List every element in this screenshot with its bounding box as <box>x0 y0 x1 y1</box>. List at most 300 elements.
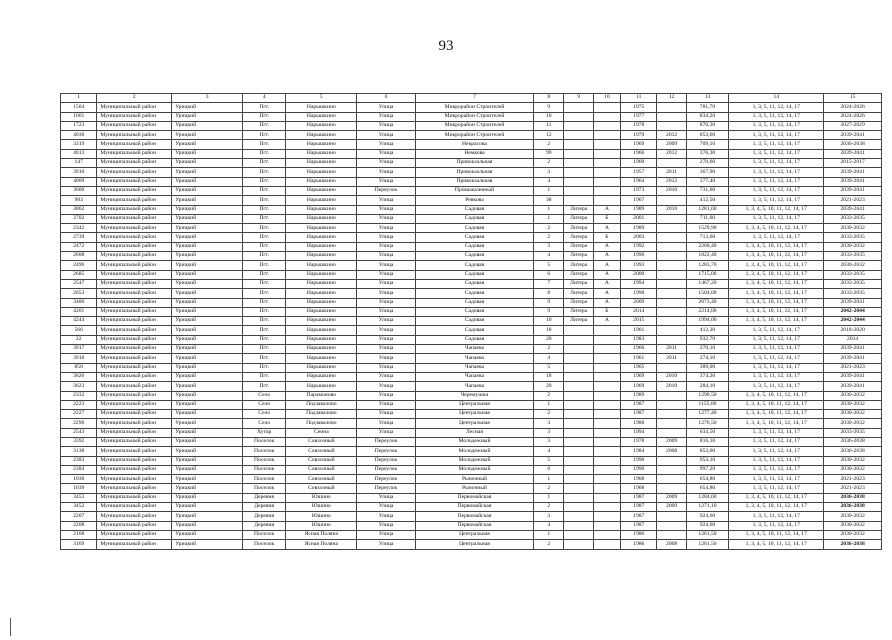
cell-year-renovated: 2010 <box>657 372 686 381</box>
cell-settlement-type: Поселок <box>242 456 285 465</box>
cell-settlement-type: Пгт. <box>242 233 285 242</box>
cell-year-built: 1996 <box>621 252 657 261</box>
cell-year-built: 1960 <box>621 159 657 168</box>
table-row <box>61 307 882 316</box>
cell-street: Рыночный <box>415 475 533 484</box>
cell-settlement: Нарышкино <box>286 307 357 316</box>
cell-municipal-type: Муниципальный район <box>97 307 172 316</box>
cell-street: Чапаева <box>415 354 533 363</box>
cell-year-renovated <box>657 410 686 419</box>
header-col-9: 9 <box>564 94 593 103</box>
cell-settlement-type: Пгт. <box>242 121 285 130</box>
cell-works-list: 1, 3, 4, 5, 10, 11, 12, 14, 17 <box>729 298 824 307</box>
cell-street-type: Переулок <box>357 465 416 474</box>
cell-period: 2021-2023 <box>824 475 882 484</box>
cell-settlement: Нарышкино <box>286 131 357 140</box>
cell-year-built: 2014 <box>621 307 657 316</box>
table-row <box>61 530 882 539</box>
cell-settlement: Подзавалово <box>286 400 357 409</box>
cell-settlement-type: Пгт. <box>242 382 285 391</box>
cell-letter <box>593 354 620 363</box>
cell-year-renovated <box>657 103 686 112</box>
cell-settlement: Нарышкино <box>286 205 357 214</box>
cell-street: Садовая <box>415 307 533 316</box>
table-row <box>61 456 882 465</box>
cell-street: Лесная <box>415 428 533 437</box>
table-row <box>61 214 882 223</box>
cell-district: Урицкий <box>172 307 243 316</box>
cell-works-list: 1, 3, 5, 11, 12, 14, 17 <box>729 159 824 168</box>
cell-municipal-type: Муниципальный район <box>97 177 172 186</box>
cell-street-type: Улица <box>357 196 416 205</box>
cell-building-type: Литера <box>564 224 593 233</box>
cell-building-type <box>564 335 593 344</box>
cell-street-type: Улица <box>357 345 416 354</box>
cell-building-type <box>564 410 593 419</box>
cell-street-type: Улица <box>357 540 416 549</box>
cell-id: 4013 <box>61 149 97 158</box>
cell-year-built: 1990 <box>621 465 657 474</box>
cell-street: Первомайская <box>415 521 533 530</box>
cell-street-type: Улица <box>357 354 416 363</box>
cell-municipal-type: Муниципальный район <box>97 493 172 502</box>
cell-settlement-type: Пгт. <box>242 205 285 214</box>
table-row <box>61 233 882 242</box>
cell-district: Урицкий <box>172 326 243 335</box>
cell-year-built: 1979 <box>621 131 657 140</box>
table-row <box>61 252 882 261</box>
cell-year-renovated <box>657 214 686 223</box>
cell-year-built: 1964 <box>621 177 657 186</box>
cell-works-list: 1, 3, 5, 11, 12, 14, 17 <box>729 484 824 493</box>
cell-settlement: Подзавалово <box>286 419 357 428</box>
cell-period: 2039-2041 <box>824 149 882 158</box>
cell-letter <box>593 484 620 493</box>
cell-id: 1039 <box>61 484 97 493</box>
cell-id: 1038 <box>61 475 97 484</box>
cell-house-number: 5 <box>534 261 564 270</box>
cell-period: 2039-2041 <box>824 298 882 307</box>
cell-period: 2030-2032 <box>824 261 882 270</box>
cell-building-type: Литера <box>564 205 593 214</box>
cell-house-number: 2 <box>534 233 564 242</box>
table-row <box>61 149 882 158</box>
cell-year-renovated <box>657 530 686 539</box>
cell-works-list: 1, 3, 5, 11, 12, 14, 17 <box>729 521 824 530</box>
cell-period: 2033-2035 <box>824 428 882 437</box>
cell-street: Привокзальная <box>415 159 533 168</box>
cell-settlement-type: Поселок <box>242 465 285 474</box>
cell-building-type: Литера <box>564 279 593 288</box>
table-row <box>61 261 882 270</box>
cell-works-list: 1, 3, 4, 5, 10, 11, 12, 14, 17 <box>729 410 824 419</box>
cell-settlement-type: Пгт. <box>242 214 285 223</box>
cell-street: Садовая <box>415 317 533 326</box>
cell-year-renovated <box>657 270 686 279</box>
cell-settlement: Нарышкино <box>286 140 357 149</box>
table-row <box>61 363 882 372</box>
cell-district: Урицкий <box>172 121 243 130</box>
cell-year-built: 1986 <box>621 530 657 539</box>
cell-id: 1723 <box>61 121 97 130</box>
cell-street: Черемушки <box>415 391 533 400</box>
table-row <box>61 475 882 484</box>
cell-municipal-type: Муниципальный район <box>97 484 172 493</box>
cell-letter: А <box>593 252 620 261</box>
cell-settlement: Парамоново <box>286 391 357 400</box>
cell-works-list: 1, 3, 4, 5, 10, 11, 12, 14, 17 <box>729 503 824 512</box>
cell-settlement-type: Пгт. <box>242 307 285 316</box>
cell-letter <box>593 103 620 112</box>
cell-settlement-type: Пгт. <box>242 103 285 112</box>
cell-street: Молодежный <box>415 437 533 446</box>
cell-street-type: Улица <box>357 121 416 130</box>
cell-year-built: 1969 <box>621 140 657 149</box>
table-row <box>61 493 882 502</box>
cell-year-renovated: 2009 <box>657 140 686 149</box>
cell-year-built: 1969 <box>621 372 657 381</box>
cell-year-renovated: 2010 <box>657 382 686 391</box>
cell-works-list: 1, 3, 5, 11, 12, 14, 17 <box>729 345 824 354</box>
cell-letter <box>593 447 620 456</box>
cell-works-list: 1, 3, 4, 5, 10, 11, 12, 14, 17 <box>729 242 824 251</box>
cell-street: Садовая <box>415 270 533 279</box>
cell-settlement: Юшино <box>286 503 357 512</box>
cell-year-renovated: 2012 <box>657 131 686 140</box>
header-col-10: 10 <box>593 94 620 103</box>
cell-year-built: 1983 <box>621 335 657 344</box>
cell-year-renovated <box>657 326 686 335</box>
cell-period: 2033-2035 <box>824 252 882 261</box>
cell-house-number: 9 <box>534 103 564 112</box>
cell-id: 3626 <box>61 372 97 381</box>
cell-settlement-type: Пгт. <box>242 131 285 140</box>
header-col-8: 8 <box>534 94 564 103</box>
cell-id: 4201 <box>61 307 97 316</box>
cell-municipal-type: Муниципальный район <box>97 103 172 112</box>
cell-id: 2472 <box>61 242 97 251</box>
cell-letter <box>593 400 620 409</box>
cell-year-built: 1987 <box>621 503 657 512</box>
cell-settlement: Нарышкино <box>286 326 357 335</box>
cell-house-number: 5 <box>534 456 564 465</box>
cell-settlement: Юшино <box>286 493 357 502</box>
cell-works-list: 1, 3, 4, 5, 10, 11, 12, 14, 17 <box>729 391 824 400</box>
cell-settlement-type: Поселок <box>242 475 285 484</box>
cell-municipal-type: Муниципальный район <box>97 205 172 214</box>
cell-municipal-type: Муниципальный район <box>97 233 172 242</box>
cell-works-list: 1, 3, 5, 11, 12, 14, 17 <box>729 382 824 391</box>
cell-settlement: Нарышкино <box>286 159 357 168</box>
cell-settlement: Нарышкино <box>286 214 357 223</box>
cell-street: Привокзальная <box>415 177 533 186</box>
cell-area: 2073,40 <box>686 298 728 307</box>
cell-period: 2039-2041 <box>824 354 882 363</box>
cell-municipal-type: Муниципальный район <box>97 540 172 549</box>
cell-street: Садовая <box>415 233 533 242</box>
cell-house-number: 1 <box>534 214 564 223</box>
cell-settlement-type: Поселок <box>242 540 285 549</box>
cell-year-built: 2015 <box>621 317 657 326</box>
cell-municipal-type: Муниципальный район <box>97 447 172 456</box>
cell-period: 2039-2041 <box>824 168 882 177</box>
cell-area: 274,10 <box>686 354 728 363</box>
cell-settlement-type: Поселок <box>242 484 285 493</box>
cell-street-type: Улица <box>357 112 416 121</box>
cell-street: Садовая <box>415 252 533 261</box>
cell-district: Урицкий <box>172 540 243 549</box>
cell-building-type <box>564 131 593 140</box>
cell-district: Урицкий <box>172 456 243 465</box>
cell-district: Урицкий <box>172 372 243 381</box>
cell-building-type <box>564 196 593 205</box>
cell-district: Урицкий <box>172 205 243 214</box>
cell-works-list: 1, 3, 5, 11, 12, 14, 17 <box>729 326 824 335</box>
cell-house-number: 2 <box>534 345 564 354</box>
cell-settlement: Нарышкино <box>286 270 357 279</box>
cell-works-list: 1, 3, 5, 11, 12, 14, 17 <box>729 112 824 121</box>
cell-street: Садовая <box>415 261 533 270</box>
cell-year-renovated <box>657 428 686 437</box>
cell-letter <box>593 465 620 474</box>
cell-street-type: Улица <box>357 289 416 298</box>
table-row <box>61 447 882 456</box>
cell-settlement: Нарышкино <box>286 196 357 205</box>
cell-letter <box>593 140 620 149</box>
cell-street-type: Улица <box>357 419 416 428</box>
table-row <box>61 205 882 214</box>
cell-id: 2383 <box>61 456 97 465</box>
cell-year-built: 1965 <box>621 363 657 372</box>
cell-works-list: 1, 3, 5, 11, 12, 14, 17 <box>729 140 824 149</box>
cell-letter: А <box>593 270 620 279</box>
cell-area: 367,90 <box>686 168 728 177</box>
cell-street-type: Улица <box>357 326 416 335</box>
cell-period: 2030-2032 <box>824 512 882 521</box>
cell-works-list: 1, 3, 5, 11, 12, 14, 17 <box>729 372 824 381</box>
cell-street-type: Улица <box>357 400 416 409</box>
cell-year-built: 1992 <box>621 242 657 251</box>
table-row <box>61 382 882 391</box>
cell-settlement-type: Село <box>242 410 285 419</box>
cell-house-number: 2 <box>534 159 564 168</box>
cell-street-type: Улица <box>357 205 416 214</box>
table-row <box>61 168 882 177</box>
cell-street-type: Улица <box>357 279 416 288</box>
cell-id: 3918 <box>61 354 97 363</box>
cell-year-renovated <box>657 335 686 344</box>
cell-building-type <box>564 475 593 484</box>
cell-letter <box>593 168 620 177</box>
cell-area: 376,30 <box>686 149 728 158</box>
table-row <box>61 410 882 419</box>
header-col-1: 1 <box>61 94 97 103</box>
cell-building-type <box>564 530 593 539</box>
cell-settlement-type: Пгт. <box>242 159 285 168</box>
cell-letter <box>593 149 620 158</box>
cell-period: 2036-2038 <box>824 140 882 149</box>
cell-street-type: Улица <box>357 159 416 168</box>
cell-year-built: 2000 <box>621 270 657 279</box>
cell-period: 2033-2035 <box>824 214 882 223</box>
table-row <box>61 484 882 493</box>
cell-id: 4038 <box>61 131 97 140</box>
cell-street: Рыночный <box>415 484 533 493</box>
cell-street: Садовая <box>415 289 533 298</box>
cell-street-type: Улица <box>357 131 416 140</box>
cell-area: 924,60 <box>686 512 728 521</box>
cell-period: 2030-2032 <box>824 530 882 539</box>
table-row <box>61 465 882 474</box>
cell-street-type: Улица <box>357 493 416 502</box>
cell-area: 1467,20 <box>686 279 728 288</box>
cell-house-number: 20 <box>534 382 564 391</box>
cell-year-renovated <box>657 521 686 530</box>
cell-area: 2260,40 <box>686 242 728 251</box>
cell-works-list: 1, 3, 5, 11, 12, 14, 17 <box>729 447 824 456</box>
cell-building-type <box>564 159 593 168</box>
cell-district: Урицкий <box>172 177 243 186</box>
cell-district: Урицкий <box>172 186 243 195</box>
cell-year-renovated: 2011 <box>657 168 686 177</box>
cell-district: Урицкий <box>172 503 243 512</box>
cell-letter: Б <box>593 233 620 242</box>
cell-street-type: Улица <box>357 391 416 400</box>
cell-settlement-type: Поселок <box>242 447 285 456</box>
cell-district: Урицкий <box>172 317 243 326</box>
cell-street-type: Улица <box>357 252 416 261</box>
cell-period: 2030-2032 <box>824 410 882 419</box>
cell-settlement: Нарышкино <box>286 242 357 251</box>
cell-id: 3862 <box>61 205 97 214</box>
cell-period: 2030-2032 <box>824 400 882 409</box>
cell-building-type <box>564 391 593 400</box>
cell-house-number: 20 <box>534 335 564 344</box>
cell-area: 1994,00 <box>686 317 728 326</box>
cell-settlement: Ясная Поляна <box>286 530 357 539</box>
cell-street-type: Переулок <box>357 186 416 195</box>
cell-year-renovated: 2010 <box>657 186 686 195</box>
cell-year-built: 1987 <box>621 512 657 521</box>
cell-id: 2685 <box>61 270 97 279</box>
cell-year-built: 1977 <box>621 112 657 121</box>
cell-id: 2653 <box>61 289 97 298</box>
cell-works-list: 1, 3, 5, 11, 12, 14, 17 <box>729 428 824 437</box>
cell-year-renovated: 2011 <box>657 354 686 363</box>
cell-building-type <box>564 326 593 335</box>
cell-settlement: Нарышкино <box>286 372 357 381</box>
cell-year-built: 1978 <box>621 437 657 446</box>
table-row <box>61 242 882 251</box>
cell-house-number: 3 <box>534 168 564 177</box>
cell-settlement-type: Пгт. <box>242 140 285 149</box>
table-row <box>61 503 882 512</box>
cell-building-type <box>564 372 593 381</box>
cell-year-built: 1998 <box>621 289 657 298</box>
cell-municipal-type: Муниципальный район <box>97 224 172 233</box>
cell-letter: А <box>593 298 620 307</box>
cell-works-list: 1, 3, 4, 5, 10, 11, 12, 14, 17 <box>729 317 824 326</box>
cell-settlement-type: Пгт. <box>242 270 285 279</box>
cell-letter <box>593 493 620 502</box>
cell-house-number: 3 <box>534 419 564 428</box>
cell-settlement-type: Пгт. <box>242 335 285 344</box>
header-col-7: 7 <box>415 94 533 103</box>
cell-period: 2030-2032 <box>824 465 882 474</box>
cell-municipal-type: Муниципальный район <box>97 382 172 391</box>
housing-register-table <box>60 93 882 550</box>
cell-settlement: Нарышкино <box>286 177 357 186</box>
cell-period: 2036-2038 <box>824 503 882 512</box>
cell-street: Садовая <box>415 326 533 335</box>
cell-settlement-type: Поселок <box>242 530 285 539</box>
cell-settlement: Сенна <box>286 428 357 437</box>
cell-settlement: Совхозный <box>286 456 357 465</box>
cell-area: 377,40 <box>686 177 728 186</box>
cell-street-type: Улица <box>357 363 416 372</box>
cell-area: 412,30 <box>686 326 728 335</box>
cell-period: 2030-2032 <box>824 521 882 530</box>
cell-letter <box>593 428 620 437</box>
cell-district: Урицкий <box>172 447 243 456</box>
cell-area: 932,70 <box>686 335 728 344</box>
cell-id: 3453 <box>61 493 97 502</box>
cell-area: 270,10 <box>686 345 728 354</box>
cell-house-number: 2 <box>534 484 564 493</box>
cell-house-number: 4 <box>534 354 564 363</box>
cell-letter <box>593 437 620 446</box>
cell-year-built: 1989 <box>621 391 657 400</box>
cell-street: Привокзальная <box>415 168 533 177</box>
cell-settlement-type: Пгт. <box>242 168 285 177</box>
cell-area: 834,20 <box>686 112 728 121</box>
cell-year-renovated: 2010 <box>657 205 686 214</box>
cell-street: Микрорайон Строителей <box>415 103 533 112</box>
cell-street: Садовая <box>415 279 533 288</box>
cell-house-number: 6 <box>534 465 564 474</box>
cell-works-list: 1, 3, 4, 5, 10, 11, 12, 14, 17 <box>729 419 824 428</box>
cell-id: 3319 <box>61 140 97 149</box>
cell-year-renovated: 2012 <box>657 177 686 186</box>
cell-year-renovated <box>657 196 686 205</box>
cell-building-type <box>564 419 593 428</box>
cell-house-number: 2 <box>534 140 564 149</box>
cell-municipal-type: Муниципальный район <box>97 400 172 409</box>
cell-settlement: Нарышкино <box>286 112 357 121</box>
cell-street-type: Улица <box>357 103 416 112</box>
cell-period: 2042-2044 <box>824 307 882 316</box>
cell-year-built: 1994 <box>621 279 657 288</box>
cell-building-type <box>564 354 593 363</box>
cell-house-number: 38 <box>534 196 564 205</box>
cell-street: Чапаева <box>415 345 533 354</box>
cell-year-built: 2001 <box>621 214 657 223</box>
cell-municipal-type: Муниципальный район <box>97 456 172 465</box>
cell-area: 711,60 <box>686 214 728 223</box>
cell-area: 1261,50 <box>686 530 728 539</box>
table-row <box>61 428 882 437</box>
cell-year-built: 1987 <box>621 493 657 502</box>
cell-works-list: 1, 3, 5, 11, 12, 14, 17 <box>729 131 824 140</box>
cell-id: 2342 <box>61 224 97 233</box>
cell-settlement-type: Деревня <box>242 512 285 521</box>
header-col-3: 3 <box>172 94 243 103</box>
cell-street-type: Переулок <box>357 447 416 456</box>
cell-municipal-type: Муниципальный район <box>97 512 172 521</box>
cell-period: 2033-2035 <box>824 279 882 288</box>
cell-year-built: 1969 <box>621 382 657 391</box>
cell-id: 3917 <box>61 345 97 354</box>
